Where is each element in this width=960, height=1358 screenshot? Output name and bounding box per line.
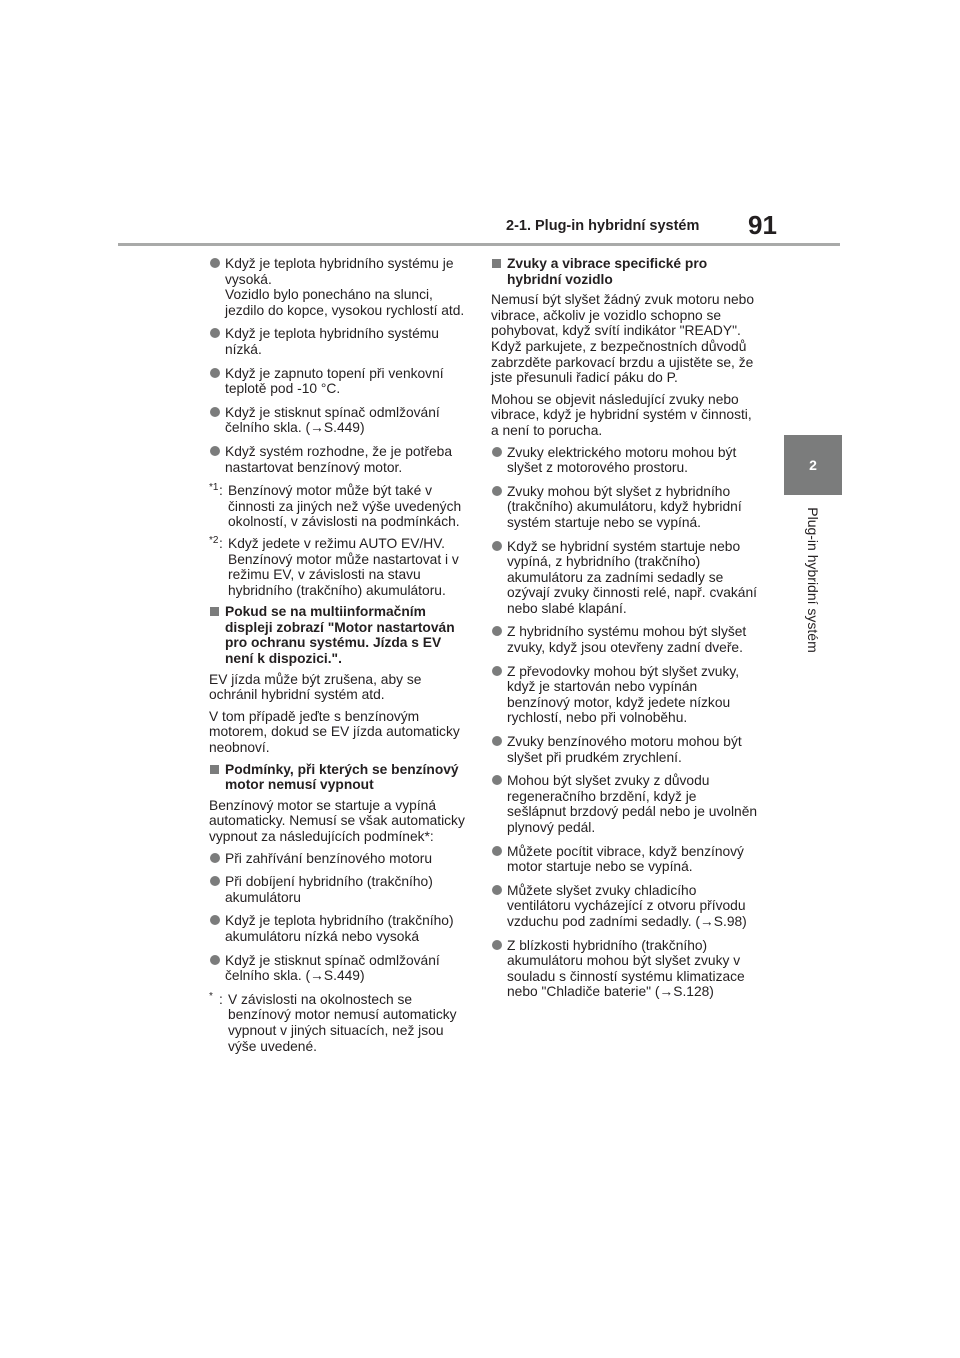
heading-square-icon xyxy=(210,765,219,774)
bullet-text: Při dobíjení hybridního (trakčního) akumulátoru xyxy=(225,874,433,905)
list-item xyxy=(209,851,469,867)
list-item xyxy=(209,913,469,944)
bullet-icon xyxy=(492,666,502,676)
heading-text: Pokud se na multiinformačním displeji zobrazí "Motor nastartován pro ochranu systému. Jízda s EV není k dispozici.". xyxy=(225,604,455,667)
footnote: * : V závislosti na okolnostech se benzínový motor nemusí automaticky vypnout v jiných situacích, než jsou výše uvedené. xyxy=(209,992,469,1054)
bullet-text: Při zahřívání benzínového motoru xyxy=(225,850,433,866)
bullet-icon xyxy=(492,486,502,496)
list-item xyxy=(209,444,469,475)
bullet-text: Zvuky mohou být slyšet z hybridního (trakčního) akumulátoru, když hybridní systém startuje nebo se vypíná. xyxy=(507,483,742,530)
footnote-text: Benzínový motor může být také v činnosti za jiných než výše uvedených okolností, v závislosti na podmínkách. xyxy=(228,483,462,530)
chapter-tab[interactable] xyxy=(784,435,842,495)
bullet-text: Zvuky elektrického motoru mohou být slyšet z motorového prostoru. xyxy=(507,444,737,476)
bullet-text[interactable]: Když je stisknut spínač odmlžování čelního skla. (→S.449) xyxy=(225,952,440,984)
bullet-icon xyxy=(210,446,220,456)
bullet-icon xyxy=(492,736,502,746)
bullet-icon xyxy=(492,846,502,856)
paragraph: Benzínový motor se startuje a vypíná automaticky. Nemusí se však automaticky vypnout za následujících podmínek*: xyxy=(209,797,465,844)
footnote-mark: * xyxy=(209,990,213,1002)
bullet-icon xyxy=(492,775,502,785)
bullet-icon xyxy=(210,955,220,965)
heading-square-icon xyxy=(492,259,501,268)
bullet-icon xyxy=(492,447,502,457)
list-item xyxy=(209,953,469,984)
footnote: *2 : Když jedete v režimu AUTO EV/HV. Benzínový motor může nastartovat i v režimu EV, v závislosti na stavu hybridního (trakčního) akumulátoru. xyxy=(209,536,469,598)
bullet-icon xyxy=(492,541,502,551)
bullet-icon xyxy=(210,876,220,886)
list-item xyxy=(209,326,469,357)
footnote: *1 : Benzínový motor může být také v činnosti za jiných než výše uvedených okolností, v závislosti na podmínkách. xyxy=(209,483,469,530)
list-item xyxy=(491,883,759,930)
left-column xyxy=(209,256,469,1060)
header-divider xyxy=(118,243,840,246)
footnote-text: V závislosti na okolnostech se benzínový motor nemusí automaticky vypnout v jiných situacích, než jsou výše uvedené. xyxy=(228,991,457,1054)
bullet-text: Když je teplota hybridního systému je vysoká. Vozidlo bylo ponecháno na slunci, jezdilo do kopce, vysokou rychlostí atd. xyxy=(225,256,465,318)
bullet-text: Když je teplota hybridního systému nízká. xyxy=(225,326,439,357)
bullet-icon xyxy=(210,258,220,268)
footnote-mark: *2 xyxy=(209,534,219,546)
bullet-text[interactable]: Můžete slyšet zvuky chladicího ventilátoru vycházející z otvoru přívodu vzduchu pod zadními sedadly. (→S.98) xyxy=(507,882,747,929)
list-item xyxy=(209,366,469,397)
list-item xyxy=(491,484,759,531)
list-item xyxy=(209,256,469,318)
list-item xyxy=(491,624,759,655)
list-item xyxy=(491,445,759,476)
section-title: 2-1. Plug-in hybridní systém xyxy=(506,218,700,234)
list-item xyxy=(491,938,759,1000)
bullet-icon xyxy=(492,940,502,950)
heading-text: Zvuky a vibrace specifické pro hybridní vozidlo xyxy=(507,256,708,287)
list-item xyxy=(491,844,759,875)
section-heading xyxy=(491,256,759,287)
list-item xyxy=(209,874,469,905)
bullet-icon xyxy=(210,368,220,378)
paragraph: V tom případě jeďte s benzínovým motorem, dokud se EV jízda automaticky neobnoví. xyxy=(209,708,460,756)
bullet-icon xyxy=(210,853,220,863)
bullet-icon xyxy=(210,915,220,925)
section-heading xyxy=(209,604,469,666)
list-item xyxy=(491,539,759,617)
right-column xyxy=(491,256,759,1008)
bullet-text[interactable]: Když je stisknut spínač odmlžování čelního skla. (→S.449) xyxy=(225,404,440,436)
paragraph: Nemusí být slyšet žádný zvuk motoru nebo vibrace, ačkoliv je vozidlo schopno se pohybovat, když svítí indikátor "READY". Když parkujete, z bezpečnostních důvodů zabrzděte parkovací brzdu a ujistěte se, že jste přesunuli řadicí páku do P. xyxy=(491,292,755,386)
bullet-text: Zvuky benzínového motoru mohou být slyšet při prudkém zrychlení. xyxy=(507,734,742,765)
paragraph: EV jízda může být zrušena, aby se ochránil hybridní systém atd. xyxy=(209,671,422,703)
bullet-text: Když se hybridní systém startuje nebo vypíná, z hybridního (trakčního) akumulátoru za zadními sedadly se ozývají zvuky činnosti relé, např. cvakání nebo slabé klapání. xyxy=(507,538,757,616)
bullet-icon xyxy=(210,407,220,417)
footnote-mark: *1 xyxy=(209,482,219,494)
bullet-text: Když systém rozhodne, že je potřeba nastartovat benzínový motor. xyxy=(225,443,453,475)
bullet-text: Můžete pocítit vibrace, když benzínový motor startuje nebo se vypíná. xyxy=(507,843,744,875)
chapter-label: Plug-in hybridní systém xyxy=(805,507,821,653)
page-number: 91 xyxy=(748,210,777,240)
bullet-icon xyxy=(210,328,220,338)
bullet-text[interactable]: Z blízkosti hybridního (trakčního) akumulátoru mohou být slyšet zvuky v souladu s činností systému klimatizace nebo "Chladiče baterie" (→S.128) xyxy=(507,937,745,1000)
chapter-number: 2 xyxy=(809,457,817,473)
bullet-text: Mohou být slyšet zvuky z důvodu regeneračního brzdění, když je sešlápnut brzdový pedál nebo je uvolněn plynový pedál. xyxy=(507,773,758,835)
list-item xyxy=(209,405,469,436)
bullet-text: Z hybridního systému mohou být slyšet zvuky, když jsou otevřeny zadní dveře. xyxy=(507,624,747,656)
list-item xyxy=(491,664,759,726)
bullet-icon xyxy=(492,626,502,636)
footnote-text: Když jedete v režimu AUTO EV/HV. Benzínový motor může nastartovat i v režimu EV, v závislosti na stavu hybridního (trakčního) akumulátoru. xyxy=(228,535,459,598)
section-heading xyxy=(209,762,469,793)
bullet-icon xyxy=(492,885,502,895)
list-item xyxy=(491,773,759,835)
heading-square-icon xyxy=(210,607,219,616)
heading-text: Podmínky, při kterých se benzínový motor nemusí vypnout xyxy=(225,761,459,793)
bullet-text: Z převodovky mohou být slyšet zvuky, když je startován nebo vypínán benzínový motor, když jedete nízkou rychlostí, nebo při volnoběhu. xyxy=(507,663,740,726)
paragraph: Mohou se objevit následující zvuky nebo vibrace, když je hybridní systém v činnosti, a není to porucha. xyxy=(491,391,752,438)
bullet-text: Když je zapnuto topení při venkovní teplotě pod -10 °C. xyxy=(225,365,444,397)
list-item xyxy=(491,734,759,765)
bullet-text: Když je teplota hybridního (trakčního) akumulátoru nízká nebo vysoká xyxy=(225,913,454,944)
